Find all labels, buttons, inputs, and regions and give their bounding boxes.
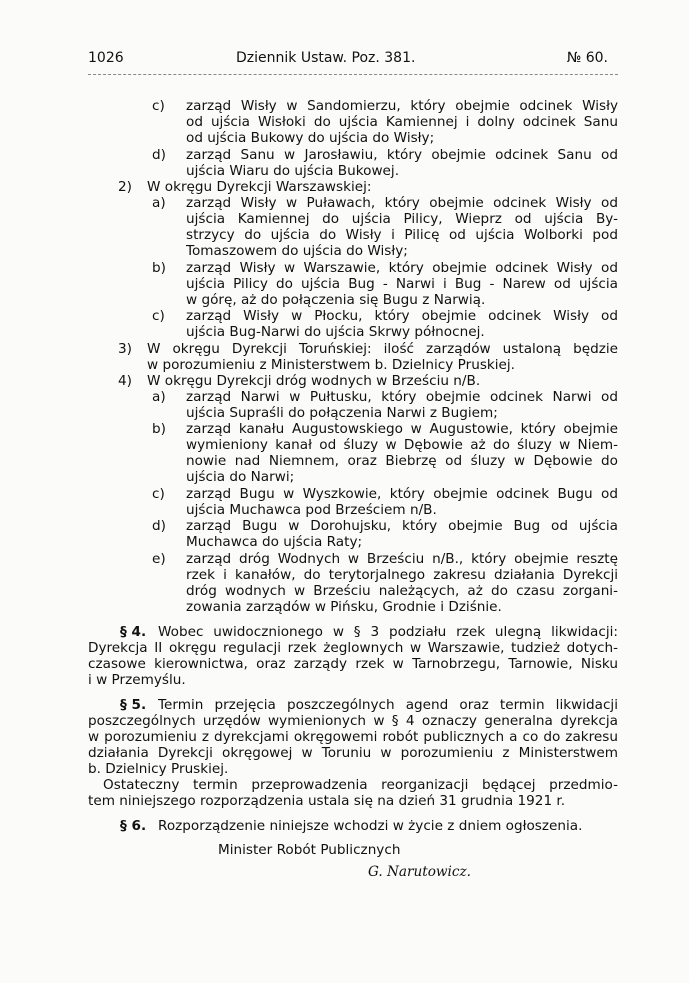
text-line: Rozporządzenie niniejsze wchodzi w życie z dniem ogłoszenia. bbox=[158, 818, 583, 834]
text-line: strzycy do ujścia do Wisły i Pilicę od ujścia Wolborki pod bbox=[186, 227, 618, 243]
signature-title: Minister Robót Publicznych bbox=[218, 842, 401, 858]
text-line: od ujścia Wisłoki do ujścia Kamiennej i dolny odcinek Sanu bbox=[186, 114, 618, 130]
item-marker: d) bbox=[152, 147, 166, 163]
running-header bbox=[88, 47, 618, 69]
text-line: ujścia Pilicy do ujścia Bug - Narwi i Bug - Narew od ujścia bbox=[186, 276, 618, 292]
text-line: czasowe kierownictwa, oraz zarządy rzek w Tarnobrzegu, Tarnowie, Nisku bbox=[88, 656, 618, 672]
item-marker: c) bbox=[152, 486, 165, 502]
text-line: Ostateczny termin przeprowadzenia reorganizacji będącej przedmio- bbox=[103, 777, 618, 793]
item-marker: 4) bbox=[118, 373, 132, 389]
text-line: od ujścia Bukowy do ujścia do Wisły; bbox=[186, 130, 435, 146]
text-line: ujścia Supraśli do połączenia Narwi z Bugiem; bbox=[186, 405, 498, 421]
item-marker: 2) bbox=[118, 179, 132, 195]
text-line: Dyrekcja II okręgu regulacji rzek żeglownych w Warszawie, tudzież dotych- bbox=[88, 640, 618, 656]
text-line: W okręgu Dyrekcji dróg wodnych w Brześciu n/B. bbox=[147, 373, 481, 389]
text-line: wymieniony kanał od śluzy w Dębowie aż do śluzy w Niem- bbox=[186, 437, 618, 453]
item-marker: e) bbox=[152, 551, 166, 567]
text-line: w górę, aż do połączenia się Bugu z Narwią. bbox=[186, 292, 486, 308]
text-line: W okręgu Dyrekcji Toruńskiej: ilość zarządów ustaloną będzie bbox=[147, 341, 618, 357]
text-line: zarząd Bugu w Wyszkowie, który obejmie odcinek Bugu od bbox=[186, 486, 618, 502]
text-line: nowie nad Niemnem, oraz Biebrzę od śluzy w Dębowie do bbox=[186, 453, 618, 469]
item-marker: c) bbox=[152, 98, 165, 114]
item-marker: c) bbox=[152, 308, 165, 324]
text-line: ujścia Bug-Narwi do ujścia Skrwy północnej. bbox=[186, 324, 485, 340]
text-line: zarząd Wisły w Warszawie, który obejmie odcinek Wisły od bbox=[186, 260, 618, 276]
text-line: zarząd Bugu w Dorohujsku, który obejmie Bug od ujścia bbox=[186, 518, 618, 534]
text-line: zarząd dróg Wodnych w Brześciu n/B., który obejmie resztę bbox=[186, 551, 618, 567]
text-line: tem niniejszego rozporządzenia ustala się na dzień 31 grudnia 1921 r. bbox=[88, 793, 566, 809]
item-marker: 3) bbox=[118, 341, 132, 357]
text-line: zarząd Wisły w Płocku, który obejmie odcinek Wisły od bbox=[186, 308, 618, 324]
text-line: Wobec uwidocznionego w § 3 podziału rzek ulegną likwidacji: bbox=[158, 624, 618, 640]
section-label: § 6. bbox=[120, 818, 147, 834]
item-marker: a) bbox=[152, 389, 166, 405]
item-marker: b) bbox=[152, 260, 166, 276]
text-line: zarząd Sanu w Jarosławiu, który obejmie odcinek Sanu od bbox=[186, 147, 618, 163]
item-marker: b) bbox=[152, 421, 166, 437]
text-line: w porozumieniu z Ministerstwem b. Dzielnicy Pruskiej. bbox=[147, 357, 516, 373]
text-line: W okręgu Dyrekcji Warszawskiej: bbox=[147, 179, 372, 195]
text-line: ujścia Wiaru do ujścia Bukowej. bbox=[186, 163, 400, 179]
text-line: poszczególnych urzędów wymienionych w § 4 oznaczy generalna dyrekcja bbox=[88, 713, 618, 729]
text-line: zarząd kanału Augustowskiego w Augustowie, który obejmie bbox=[186, 421, 618, 437]
section-label: § 4. bbox=[120, 624, 147, 640]
text-line: działania Dyrekcji okręgowej w Toruniu w porozumieniu z Ministerstwem bbox=[88, 745, 618, 761]
item-marker: a) bbox=[152, 195, 166, 211]
text-line: zarząd Wisły w Puławach, który obejmie odcinek Wisły od bbox=[186, 195, 618, 211]
text-line: zarząd Narwi w Pułtusku, który obejmie odcinek Narwi od bbox=[186, 389, 618, 405]
text-line: ujścia Muchawca pod Brześciem n/B. bbox=[186, 502, 437, 518]
page-number: 1026 bbox=[88, 50, 124, 66]
text-line: rzek i kanałów, do terytorjalnego zakresu działania Dyrekcji bbox=[186, 567, 618, 583]
text-line: zowania zarządów w Pińsku, Grodnie i Dziśnie. bbox=[186, 599, 502, 615]
text-line: dróg wodnych w Brześciu należących, aż do czasu zorgani- bbox=[186, 583, 618, 599]
text-line: ujścia do Narwi; bbox=[186, 469, 295, 485]
text-line: b. Dzielnicy Pruskiej. bbox=[88, 761, 229, 777]
text-line: zarząd Wisły w Sandomierzu, który obejmie odcinek Wisły bbox=[186, 98, 618, 114]
section-label: § 5. bbox=[120, 697, 147, 713]
text-line: ujścia Kamiennej do ujścia Pilicy, Wieprz od ujścia By- bbox=[186, 211, 618, 227]
text-line: Tomaszowem do ujścia do Wisły; bbox=[186, 243, 408, 259]
text-line: w porozumieniu z dyrekcjami okręgowemi robót publicznych a co do zakresu bbox=[88, 729, 618, 745]
text-line: Muchawca do ujścia Raty; bbox=[186, 534, 363, 550]
signature-name: G. Narutowicz. bbox=[368, 864, 471, 880]
issue-number: № 60. bbox=[566, 50, 608, 66]
item-marker: d) bbox=[152, 518, 166, 534]
text-line: i w Przemyślu. bbox=[88, 672, 186, 688]
text-line: Termin przejęcia poszczególnych agend oraz termin likwidacji bbox=[158, 697, 618, 713]
header-rule bbox=[88, 74, 618, 75]
journal-title: Dziennik Ustaw. Poz. 381. bbox=[236, 50, 416, 66]
